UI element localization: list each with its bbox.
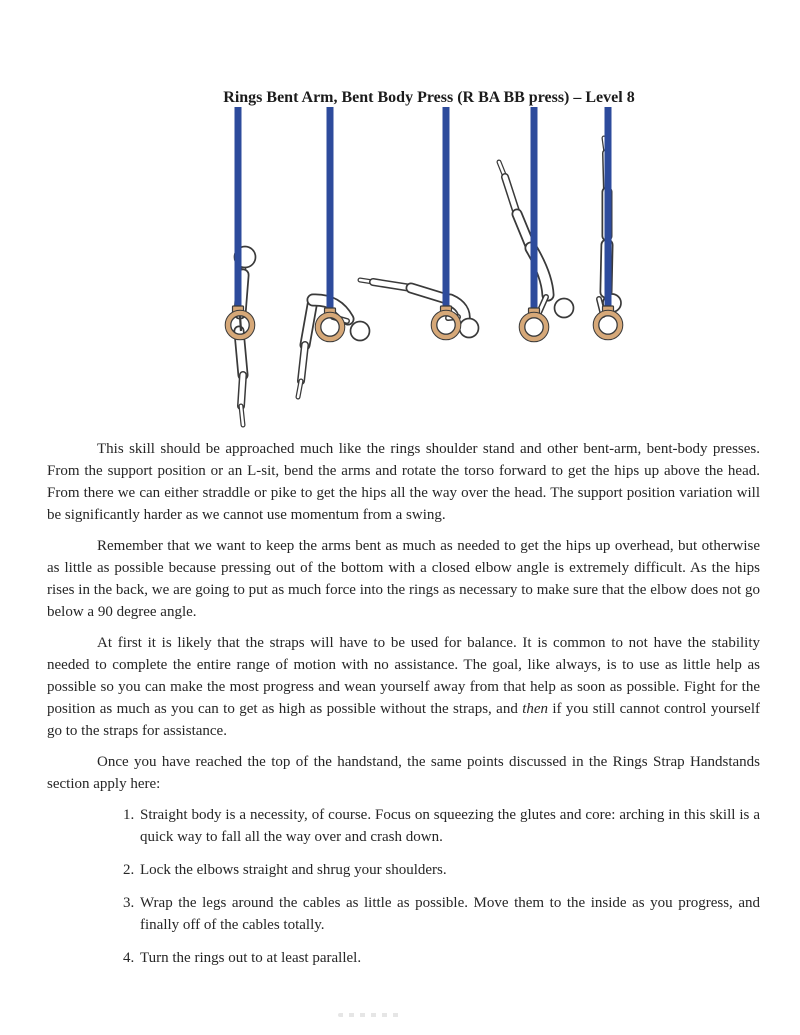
figure-head bbox=[351, 322, 370, 341]
paragraph-3-post: if you still cannot control yourself go to the straps for assistance. bbox=[47, 701, 760, 739]
gymnastics-ring bbox=[520, 308, 549, 342]
ring-strap bbox=[605, 107, 612, 312]
ring-strap bbox=[327, 107, 334, 314]
paragraph-straps-balance bbox=[47, 632, 760, 742]
ring-strap bbox=[531, 107, 538, 314]
list-item: 4. Turn the rings out to at least parallel. bbox=[138, 947, 760, 969]
paragraph-3-pre: At first it is likely that the straps will have to be used for balance. It is common to not have the stability needed to complete the entire range of motion with no assistance. The goal, like always, is to use as little help as possible so you can make the most progress and wean yourself away from that help as soon as possible. Fight for the position as much as you can to get as high as possible without the straps, and bbox=[47, 635, 760, 717]
list-item: 1. Straight body is a necessity, of course. Focus on squeezing the glutes and core: arching in this skill is a quick way to fall all the way over and crash down. bbox=[138, 804, 760, 848]
body-text bbox=[0, 438, 800, 969]
figure-head bbox=[460, 319, 479, 338]
paragraph-handstand-intro: Once you have reached the top of the handstand, the same points discussed in the Rings Strap Handstands section apply here: bbox=[47, 754, 760, 792]
page-title: Rings Bent Arm, Bent Body Press (R BA BB press) – Level 8 bbox=[223, 89, 635, 106]
instruction-list bbox=[47, 804, 760, 969]
gymnastics-ring bbox=[594, 306, 623, 340]
list-item: 3. Wrap the legs around the cables as little as possible. Move them to the inside as you progress, and finally off of the cables totally. bbox=[138, 892, 760, 936]
paragraph-approach: This skill should be approached much like the rings shoulder stand and other bent-arm, bent-body presses. From the support position or an L-sit, bend the arms and rotate the torso forward to get the hips up above the head. From there we can either straddle or pike to get the hips all the way over the head. The support position variation will be significantly harder as we cannot use momentum from a swing. bbox=[47, 441, 760, 523]
page-number-cutoff-sliver bbox=[338, 1013, 400, 1017]
paragraph-3-emphasis: then bbox=[522, 701, 549, 717]
rings-press-sequence-illustration bbox=[0, 106, 800, 433]
ring-straps bbox=[235, 107, 612, 314]
paragraph-arm-bend: Remember that we want to keep the arms bent as much as needed to get the hips up overhead, but otherwise as little as possible because pressing out of the bottom with a closed elbow angle is extremely difficult. As the hips rises in the back, we are going to put as much force into the rings as necessary to make sure that the elbow does not go below a 90 degree angle. bbox=[47, 538, 760, 620]
list-item: 2. Lock the elbows straight and shrug your shoulders. bbox=[138, 859, 760, 881]
ring-strap bbox=[443, 107, 450, 312]
figure-head bbox=[555, 299, 574, 318]
ring-strap bbox=[235, 107, 242, 312]
